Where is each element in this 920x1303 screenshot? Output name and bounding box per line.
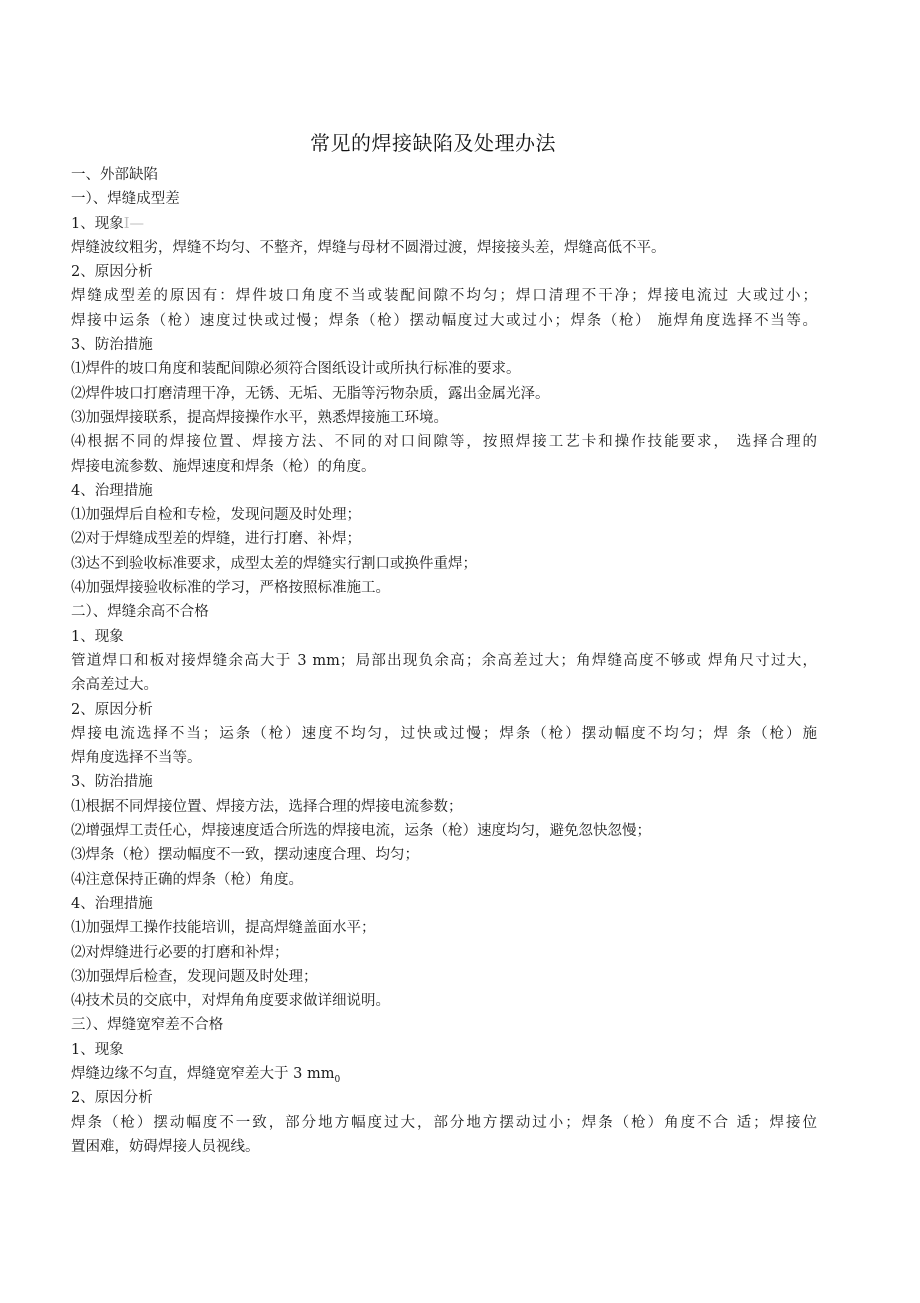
text-line: [71, 260, 831, 284]
text-line: [71, 600, 831, 624]
text-line-content: 一）、焊缝成型差: [71, 191, 180, 208]
text-line: [71, 284, 817, 308]
text-line: [71, 455, 831, 479]
document-body: [71, 163, 831, 1159]
text-line: [71, 333, 831, 357]
text-line-content: ⑴加强焊工操作技能培训，提高焊缝盖面水平；: [71, 920, 376, 937]
text-line-content: 4、治理措施: [71, 895, 153, 912]
text-line: [71, 795, 831, 819]
text-line-content: ⑷注意保持正确的焊条（枪）角度。: [71, 871, 303, 888]
text-line-content: ⑵焊件坡口打磨清理干净，无锈、无垢、无脂等污物杂质，露出金属光泽。: [71, 385, 550, 402]
text-line: [71, 479, 831, 503]
text-line-content: 4、治理措施: [71, 482, 153, 499]
text-line-content: 一、外部缺陷: [71, 167, 158, 183]
text-line: [71, 965, 831, 989]
text-line-content: ⑵对于焊缝成型差的焊缝，进行打磨、补焊；: [71, 531, 361, 548]
text-line: [71, 770, 831, 794]
text-line-content: 余高差过大。: [71, 677, 158, 694]
text-line-content: 3、防治措施: [71, 337, 153, 354]
text-line: [71, 1062, 831, 1086]
text-line: [71, 698, 831, 722]
text-line-content: 1、现象: [71, 1041, 124, 1058]
text-line-content: ⑶焊条（枪）摆动幅度不一致，摆动速度合理、均匀；: [71, 847, 419, 864]
text-line: [71, 382, 831, 406]
text-line: [71, 625, 831, 649]
text-line-content: 焊条（枪）摆动幅度不一致，部分地方幅度过大，部分地方摆动过小；焊条（枪）角度不合 适；焊接位: [71, 1114, 817, 1131]
text-line: [71, 941, 831, 965]
text-line: [71, 187, 831, 211]
text-line-content: ⑴根据不同焊接位置、焊接方法，选择合理的焊接电流参数；: [71, 798, 463, 815]
text-line: [71, 916, 831, 940]
text-line: [71, 892, 831, 916]
text-line-content: 1、现象: [71, 628, 124, 645]
text-line-content: 1、现象: [71, 215, 124, 232]
faint-mark: I—: [123, 215, 144, 232]
text-line: [71, 357, 831, 381]
text-line: [71, 406, 831, 430]
text-line-content: 管道焊口和板对接焊缝余高大于 3 mm；局部出现负余高；余高差过大；角焊缝高度不够或 焊角尺寸过大，: [71, 652, 817, 669]
text-line: [71, 1013, 831, 1037]
text-line-content: ⑷技术员的交底中，对焊角角度要求做详细说明。: [71, 993, 390, 1010]
text-line: [71, 1111, 817, 1135]
text-line-content: ⑶加强焊后检查，发现问题及时处理；: [71, 968, 318, 985]
text-line: [71, 868, 831, 892]
text-line: [71, 527, 831, 551]
text-line-content: ⑵增强焊工责任心，焊接速度适合所选的焊接电流，运条（枪）速度均匀，避免忽快忽慢；: [71, 823, 651, 840]
text-line-content: 3、防治措施: [71, 774, 153, 791]
text-line: [71, 649, 817, 673]
text-line-content: 三）、焊缝宽窄差不合格: [71, 1017, 224, 1034]
text-line-content: ⑴加强焊后自检和专检，发现问题及时处理；: [71, 507, 361, 524]
text-line: [71, 1086, 831, 1110]
text-line-content: 焊缝成型差的原因有：焊件坡口角度不当或装配间隙不均匀；焊口清理不干净；焊接电流过 大或过小；: [71, 288, 817, 305]
text-line-content: 二）、焊缝余高不合格: [71, 604, 209, 621]
text-line: [71, 236, 831, 260]
text-line-content: 2、原因分析: [71, 264, 153, 281]
text-line-content: ⑴焊件的坡口角度和装配间隙必须符合图纸设计或所执行标准的要求。: [71, 361, 521, 378]
text-line-content: ⑶达不到验收标准要求，成型太差的焊缝实行割口或换件重焊；: [71, 555, 477, 572]
text-line-content: 2、原因分析: [71, 1090, 153, 1107]
text-line-content: 焊缝边缘不匀直，焊缝宽窄差大于 3 mm: [71, 1065, 335, 1082]
text-line-content: 2、原因分析: [71, 701, 153, 718]
text-line-content: 置困难，妨碍焊接人员视线。: [71, 1138, 260, 1155]
text-line: [71, 309, 817, 333]
text-line-content: 焊接电流参数、施焊速度和焊条（枪）的角度。: [71, 458, 376, 475]
text-line: [71, 212, 831, 236]
text-line: [71, 673, 831, 697]
text-line: [71, 989, 831, 1013]
text-line: [71, 1135, 831, 1159]
text-line-content: ⑵对焊缝进行必要的打磨和补焊；: [71, 944, 289, 961]
text-line-content: 焊缝波纹粗劣，焊缝不均匀、不整齐，焊缝与母材不圆滑过渡，焊接接头差，焊缝高低不平。: [71, 239, 666, 256]
text-line: [71, 503, 831, 527]
text-line: [71, 552, 831, 576]
text-line: [71, 576, 831, 600]
text-line: [71, 430, 817, 454]
text-line-content: ⑷加强焊接验收标准的学习，严格按照标准施工。: [71, 580, 390, 597]
text-line-content: 焊接电流选择不当；运条（枪）速度不均匀，过快或过慢；焊条（枪）摆动幅度不均匀；焊 条（枪）施: [71, 725, 817, 742]
text-line: [71, 819, 831, 843]
text-line-content: ⑷根据不同的焊接位置、焊接方法、不同的对口间隙等，按照焊接工艺卡和操作技能要求， 选择合理的: [71, 434, 817, 451]
text-line: [71, 746, 831, 770]
text-line: [71, 843, 831, 867]
text-line-content: ⑶加强焊接联系，提高焊接操作水平，熟悉焊接施工环境。: [71, 409, 448, 426]
text-line: [71, 1038, 831, 1062]
document-title: 常见的焊接缺陷及处理办法: [310, 131, 556, 155]
text-line-content: 焊角度选择不当等。: [71, 750, 202, 767]
text-line-content: 焊接中运条（枪）速度过快或过慢；焊条（枪）摆动幅度过大或过小；焊条（枪） 施焊角度选择不当等。: [71, 312, 817, 329]
text-line: [71, 163, 831, 187]
text-line: [71, 722, 817, 746]
subscript-mark: 0: [334, 1074, 341, 1085]
